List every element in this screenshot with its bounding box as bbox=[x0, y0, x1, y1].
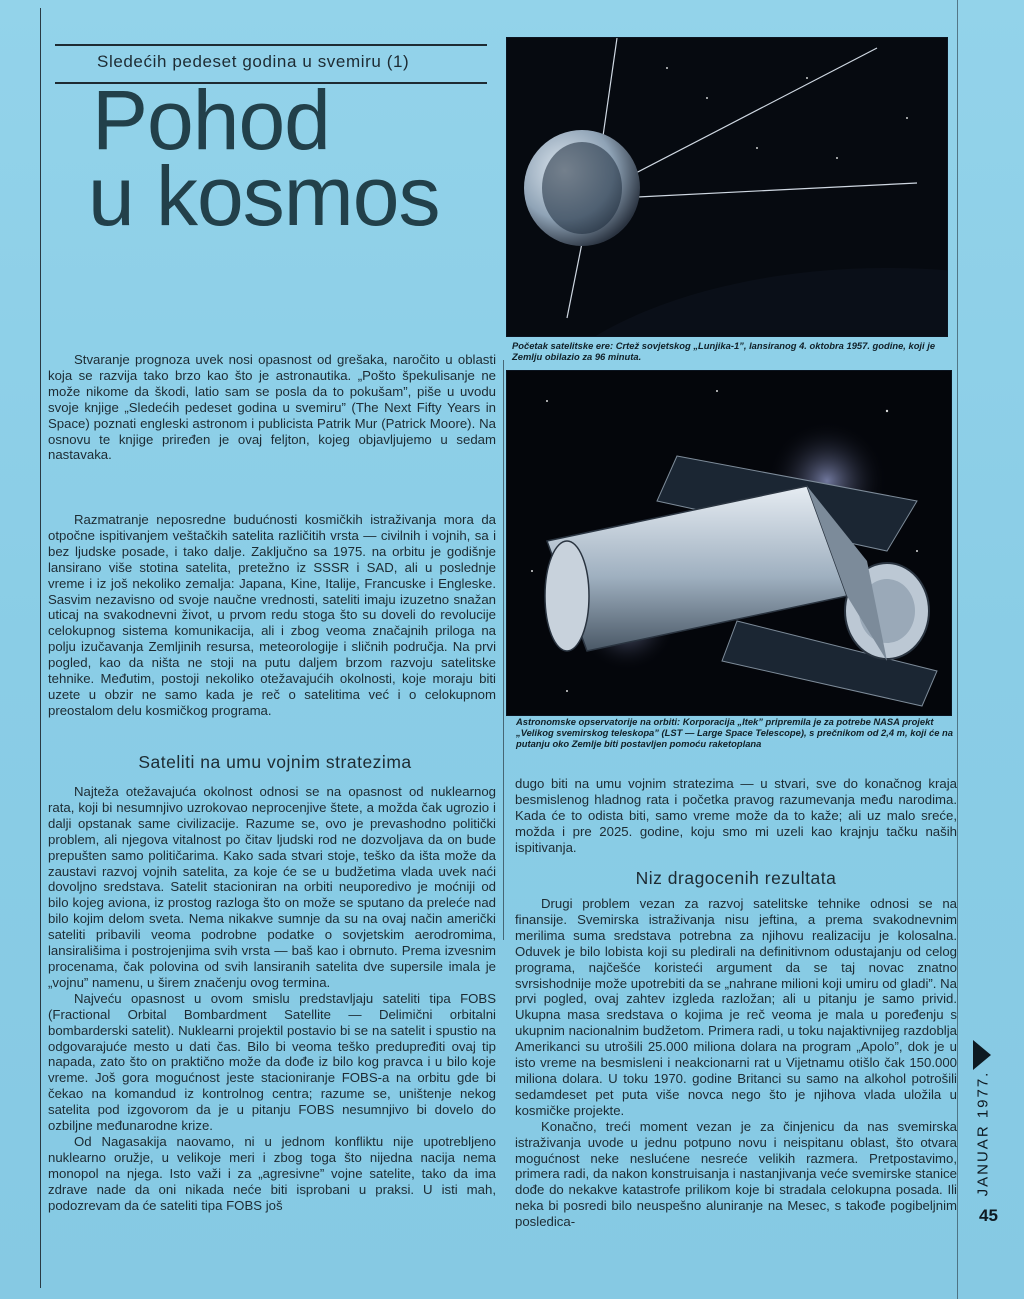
section-heading-2: Niz dragocenih rezultata bbox=[635, 868, 837, 888]
body-paragraph: Razmatranje neposredne budućnosti kosmičkih istraživanja mora da otpočne ispitivanjem veštačkih satelita različitih vrsta — civilnih i vojnih, sa i bez ljudske posade, i tako dalje. Zaključno sa 1975. na orbitu je godišnje lansirano više stotina satelita, pretežno iz SSSR i SAD, ali u poslednje vreme i iz još nekoliko zemalja: Japana, Kine, Italije, Francuske i Engleske. Sasvim nezavisno od svoje naučne vrednosti, sateliti imaju izuzetno snažan uticaj na svakodnevni život, u prvom redu stoga što su doveli do revolucije celokupnog sistema komunikacija, ali i zbog veoma značajnih priloga na polju izučavanja Zemljinih resursa, meteorologije i sličnih područja. Na prvi pogled, kao da ništa ne stoji na putu daljem brzom razvoju satelitske tehnike. Međutim, postoji nekoliko otežavajućih okolnosti, koje moraju biti uzete u obzir ne samo kada je reč o satelitima već i o celokupnom preostalom delu kosmičkog programa. bbox=[48, 512, 496, 718]
column-rule bbox=[503, 360, 504, 940]
issue-date: JANUAR 1977. bbox=[974, 1070, 992, 1197]
right-margin-rule bbox=[957, 0, 958, 1299]
article-title bbox=[88, 73, 492, 243]
body-paragraph: Drugi problem vezan za razvoj satelitske tehnike odnosi se na finansije. Svemirska istraživanja nisu jeftina, a prema svakodnevnim merilima suma sredstava potrebna za njihovu realizaciju je kolosalna. Oduvek je bilo lobista koji su pledirali na definitivnom odustajanju od celog programa, najčešće koristeći argument da se taj novac znatno svrsishodnije može upotrebiti da se „nahrane milioni koji umiru od gladi”. Na prvi pogled, ovaj zahtev izgleda razložan; ali u pitanju je samo privid. Ukupna masa sredstava o kojima je reč veoma je mala u poređenju s ukupnim nacionalnim budžetom. Primera radi, u toku najaktivnijeg razdoblja Amerikanci su utrošili 25.000 miliona dolara na program „Apolo”, dok je u isto vreme na besmisleni i neakcionarni rat u Vijetnamu otišlo čak 150.000 miliona dolara. U toku 1970. godine Britanci su samo na alkohol potrošili sedamdeset pet puta više novca nego što je njihova vlada uložila u kosmičke projekte. bbox=[515, 896, 957, 1118]
section-heading-1: Sateliti na umu vojnim stratezima bbox=[138, 752, 412, 772]
sputnik-illustration bbox=[506, 37, 948, 337]
body-paragraph: Najveću opasnost u ovom smislu predstavljaju sateliti tipa FOBS (Fractional Orbital Bombardment Satellite — Delimični orbitalni bombarderski satelit). Nuklearni projektil postavio bi se na satelit i spustio na odgovarajuće mesto u dati čas. Bilo bi veoma teško predupređiti ovaj tip napada, zato što on praktično može da dođe iz bilo kog pravca i u bilo koje vreme. Još gora mogućnost jeste stacioniranje FOBS-a na orbitu gde bi čekao na komandud iz kontrolnog centra; razume se, uništenje nekog satelita pod izgovorom da je u pitanju FOBS nesumnjivo bi dovelo do ozbiljne međunarodne krize. bbox=[48, 990, 496, 1134]
series-title: Sledećih pedeset godina u svemiru (1) bbox=[97, 52, 410, 71]
lead-text: Stvaranje prognoza uvek nosi opasnost od grešaka, naročito u oblasti koja se razvija tako brzo kao što je astronautika. „Pošto špekulisanje ne može nikome da škodi, latio sam se posla da to pokušam”, piše u uvodu svoje knjige „Sledećih pedeset godina u svemiru” (The Next Fifty Years in Space) poznati engleski astronom i publicista Patrik Mur (Patrick Moore). Na osnovu te knjige priređen je ovaj feljton, kojeg objavljujemo u sedam nastavaka. bbox=[48, 352, 496, 463]
body-column-left bbox=[48, 512, 496, 719]
figure-caption-1: Početak satelitske ere: Crtež sovjetskog „Lunjika-1”, lansiranog 4. oktobra 1957. godine, koji je Zemlju obilazio za 96 minuta. bbox=[512, 340, 936, 362]
body-paragraph: Najteža otežavajuća okolnost odnosi se na opasnost od nuklearnog rata, koji bi nesumnjivo uzrokovao neprocenjive štete, a možda čak ugrozio i dalji opstanak same civilizacije. Razume se, ovo je prevashodno politički problem, ali njegova vitalnost po čitav ljudski rod ne dozvoljava da on bude prepušten samo političarima. Kako sada stvari stoje, teško da išta može da zaustavi razvoj vojnih satelita, za koje će se u budžetima vlada uvek naći dovoljno sredstava. Satelit stacioniran na orbiti neuporedivo je moćniji od bilo kojeg aviona, iz prostog razloga što on može se sputano da preleće nad bilo kojim delom sveta. Nema nikakve sumnje da su na ovaj način američki sateliti pribavili veoma podrobne podatke o sovjetskim aerodromima, lansirališima i postrojenjima svih vrsta — baš kao i obrnuto. Prema izvesnim procenama, čak polovina od svih lansiranih satelita dve supersile imala je „vojnu” namenu, u širem značenju ovog termina. bbox=[48, 784, 496, 990]
body-column-right-2 bbox=[515, 896, 957, 1230]
title-line-2: u kosmos bbox=[88, 149, 440, 243]
page-number: 45 bbox=[979, 1206, 998, 1225]
space-telescope-illustration bbox=[506, 370, 952, 716]
body-paragraph: dugo biti na umu vojnim stratezima — u stvari, sve do konačnog kraja besmislenog hladnog rata i početka pravog razumevanja među narodima. Kada će to odista biti, samo vreme može da to kaže; ali uz malo sreće, možda i pre 2025. godine, koju smo mi uzeli kao krajnju tačku naših ispitivanja. bbox=[515, 776, 957, 855]
figure-caption-2: Astronomske opservatorije na orbiti: Korporacija „Itek” pripremila je za potrebe NASA projekt „Velikog svemirskog teleskopa” (LST — Large Space Telescope), s prečnikom od 2,4 m, koji će na putanju oko Zemlje biti postavljen pomoću raketoplana bbox=[516, 716, 953, 749]
title-line-1: Pohod bbox=[92, 73, 330, 167]
body-paragraph: Od Nagasakija naovamo, ni u jednom konfliktu nije upotrebljeno nuklearno oružje, u velikoje meri i zbog toga što nijedna nacija nema monopol na njega. Isto važi i za „agresivne” vojne satelite, tako da ima zdrave nade da oni nikada neće biti isprobani u praksi. U isti mah, podozrevam da će sateliti tipa FOBS još bbox=[48, 1133, 496, 1213]
lead-paragraph bbox=[48, 352, 496, 463]
left-margin-rule bbox=[40, 8, 41, 1288]
body-paragraph: Konačno, treći moment vezan je za činjenicu da nas svemirska istraživanja uvode u jednu potpuno novu i neispitanu oblast, što otvara mogućnost neke neslućene nesreće velikih razmera. Pretpostavimo, primera radi, da nakon konstruisanja i nastanjivanja veće svemirske stanice dođe do nekakve katastrofe prilikom koje bi stradala celokupna posada. Ili neka bi posredi bilo neuspešno aluniranje na Mesec, s takođe pogibeljnim posledica- bbox=[515, 1118, 957, 1230]
body-column-right bbox=[515, 776, 957, 856]
body-column-left-2 bbox=[48, 784, 496, 1213]
